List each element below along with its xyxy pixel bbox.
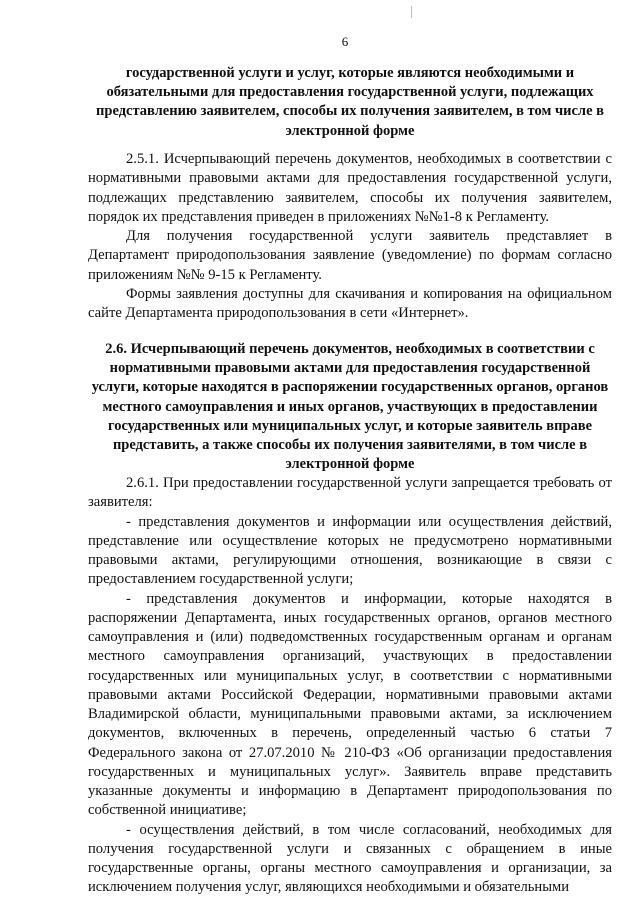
list-item-prohibition-2: - представления документов и информации, которые находятся в распоряжении Департамента, иных государственных органов, органов местного самоуправления и (или) подведомственных государственным органам и органам местного самоуправления организаций, участвующих в предоставлении государственных или муниципальных услуг, в соответствии с нормативными правовыми актами Российской Федерации, нормативными правовыми актами Владимирской области, муниципальными правовыми актами, за исключением документов, включенных в перечень, определенный частью 6 статьи 7 Федерального закона от 27.07.2010 № 210-ФЗ «Об организации предоставления государственных и муниципальных услуг». Заявитель вправе представить указанные документы и информацию в Департамент природопользования по собственной инициативе; [88, 590, 612, 819]
section-2-6-1 [88, 474, 612, 898]
paragraph-2-6-1: 2.6.1. При предоставлении государственной услуги запрещается требовать от заявителя: [88, 475, 612, 511]
paragraph-application-submission: Для получения государственной услуги заявитель представляет в Департамент природопользования заявление (уведомление) по формам согласно приложениям №№ 9-15 к Регламенту. [88, 228, 612, 283]
scan-mark [411, 6, 412, 18]
paragraph-2-5-1: 2.5.1. Исчерпывающий перечень документов, необходимых в соответствии с нормативными правовыми актами для предоставления государственной услуги, подлежащих представлению заявителем, способы их получения заявителем, порядок их представления приведен в приложениях №№1-8 к Регламенту. [88, 151, 612, 225]
list-item-prohibition-1: - представления документов и информации или осуществления действий, представление или осуществление которых не предусмотрено нормативными правовыми актами, регулирующими отношения, возникающие в связи с предоставлением государственной услуги; [88, 513, 612, 588]
section-heading-continuation: государственной услуги и услуг, которые являются необходимыми и обязательными для предоставления государственной услуги, подлежащих представлению заявителем, способы их получения заявителем, в том числе в электронной форме [96, 65, 604, 139]
section-2-5-1 [88, 150, 612, 323]
paragraph-application-forms: Формы заявления доступны для скачивания и копирования на официальном сайте Департамента природопользования в сети «Интернет». [88, 285, 612, 321]
section-heading-2-6: 2.6. Исчерпывающий перечень документов, необходимых в соответствии с нормативными правовыми актами для предоставления государственной услуги, которые находятся в распоряжении государственных органов, органов местного самоуправления и иных органов, участвующих в предоставлении государственных или муниципальных услуг, и которые заявитель вправе представить, а также способы их получения заявителями, в том числе в электронной форме [91, 341, 609, 473]
list-item-prohibition-3: - осуществления действий, в том числе согласований, необходимых для получения государственной услуги и связанных с обращением в иные государственные органы, органы местного самоуправления и организации, за исключением получения услуг, являющихся необходимыми и обязательными [88, 821, 612, 896]
page-number: 6 [341, 34, 349, 49]
